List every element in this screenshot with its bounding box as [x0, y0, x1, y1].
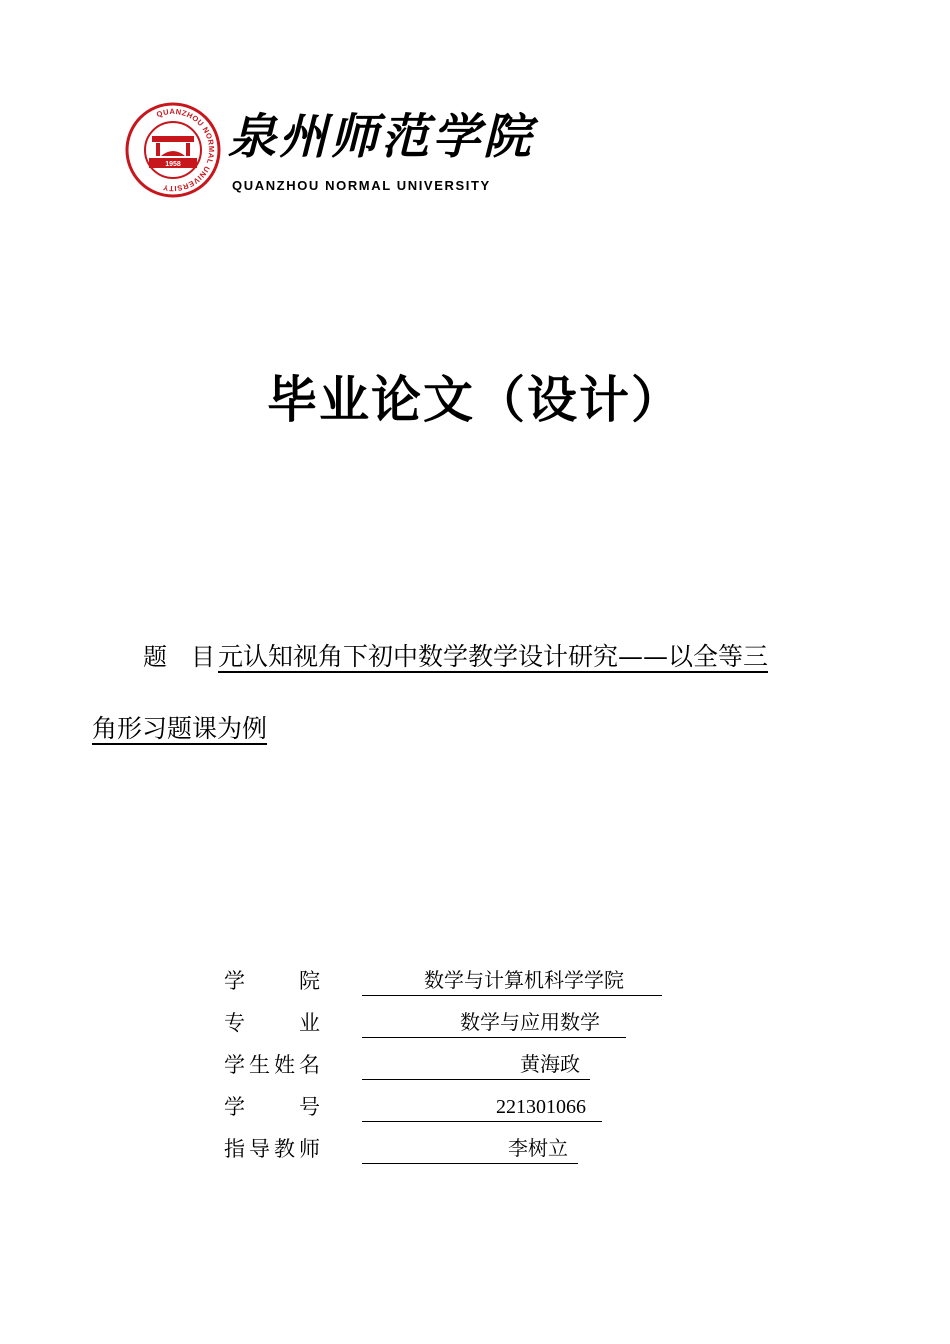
student-name-label: 学生姓名 — [224, 1053, 320, 1077]
major-value: 数学与应用数学 — [362, 1008, 626, 1038]
info-row-major — [224, 1004, 684, 1046]
info-row-student-id — [224, 1088, 684, 1130]
university-name-en: QUANZHOU NORMAL UNIVERSITY — [232, 178, 491, 193]
topic-label: 题 目 — [143, 643, 215, 671]
university-seal-icon — [125, 102, 221, 198]
advisor-label: 指导教师 — [224, 1137, 320, 1161]
student-id-value: 221301066 — [362, 1092, 602, 1122]
advisor-value: 李树立 — [362, 1134, 578, 1164]
info-row-advisor — [224, 1130, 684, 1172]
university-name-cn: 泉州师范学院 — [228, 109, 535, 165]
topic-text-line1: 元认知视角下初中数学教学设计研究——以全等三 — [218, 642, 769, 671]
student-info-table — [224, 962, 684, 1172]
info-row-college — [224, 962, 684, 1004]
college-label: 学 院 — [224, 969, 320, 993]
seal-year: 1958 — [165, 161, 181, 168]
seal-ring-text: QUANZHOU NORMAL UNIVERSITY — [155, 106, 217, 194]
university-logo — [125, 102, 545, 202]
topic-text-line2: 角形习题课为例 — [92, 714, 268, 743]
student-id-label: 学 号 — [224, 1095, 320, 1119]
info-row-student-name — [224, 1046, 684, 1088]
document-title: 毕业论文（设计） — [267, 371, 683, 429]
student-name-value: 黄海政 — [362, 1050, 590, 1080]
major-label: 专 业 — [224, 1011, 320, 1035]
college-value: 数学与计算机科学学院 — [362, 966, 662, 996]
